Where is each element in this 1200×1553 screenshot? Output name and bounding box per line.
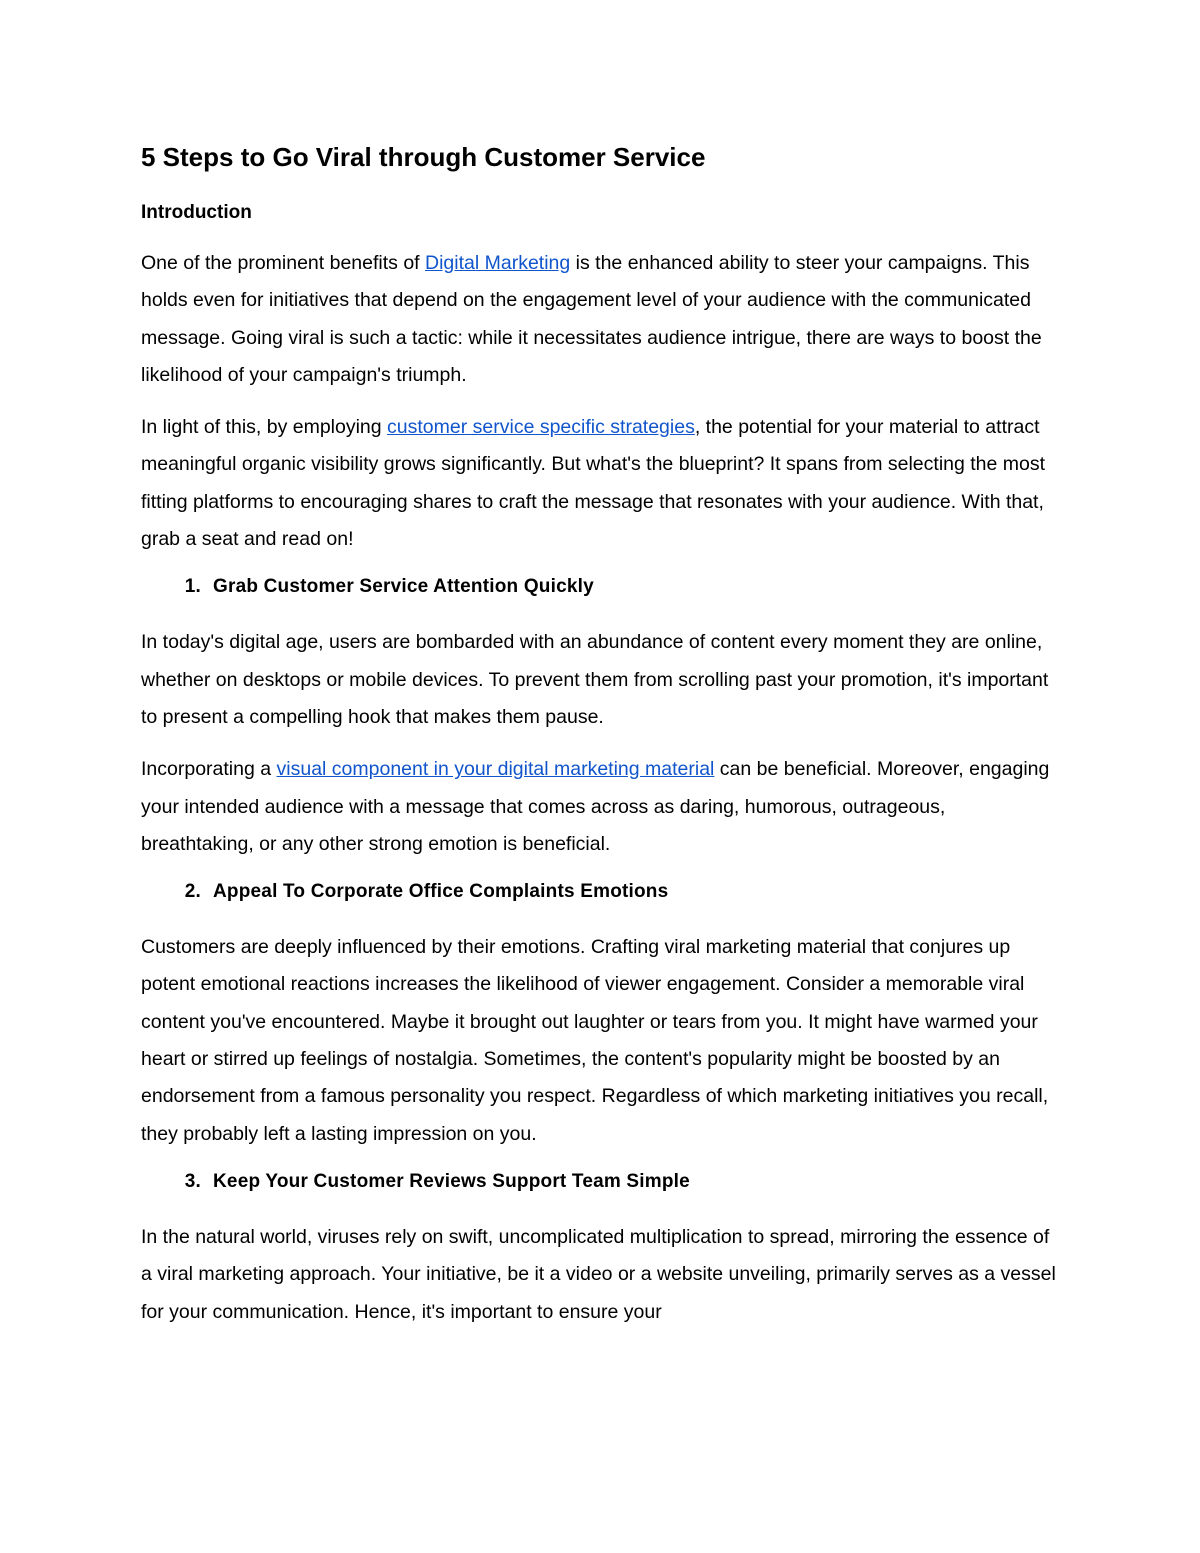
customer-service-strategies-link[interactable]: customer service specific strategies: [387, 416, 695, 439]
visual-component-link[interactable]: visual component in your digital marketing material: [276, 758, 715, 781]
section-heading-1: [141, 573, 1061, 601]
section-3-paragraph-1: In the natural world, viruses rely on swift, uncomplicated multiplication to spread, mirroring the essence of a viral marketing approach. Your initiative, be it a video or a website unveiling, primarily serves as a vessel for your communication. Hence, it's important to ensure your: [141, 1225, 1056, 1323]
section-heading-3: [141, 1168, 1061, 1196]
intro-paragraph-2: In light of this, by employing customer service specific strategies, the potential for your material to attract meaningful organic visibility grows significantly. But what's the blueprint? It spans from selecting the most fitting platforms to encouraging shares to craft the message that resonates with your audience. With that, grab a seat and read on!: [141, 416, 1046, 551]
section-1-paragraph-2: Incorporating a visual component in your digital marketing material can be beneficial. Moreover, engaging your intended audience with a message that comes across as daring, humorous, outrageous, breathtaking, or any other strong emotion is beneficial.: [141, 758, 1050, 855]
section-number: 1.: [184, 576, 201, 598]
section-2-paragraph-1: Customers are deeply influenced by their emotions. Crafting viral marketing material that conjures up potent emotional reactions increases the likelihood of viewer engagement. Consider a memorable viral content you've encountered. Maybe it brought out laughter or tears from you. It might have warmed your heart or stirred up feelings of nostalgia. Sometimes, the content's popularity might be boosted by an endorsement from a famous personality you respect. Regardless of which marketing initiatives you recall, they probably left a lasting impression on you.: [141, 936, 1049, 1145]
section-title: Keep Your Customer Reviews Support Team Simple: [213, 1170, 690, 1192]
section-number: 3.: [184, 1170, 201, 1192]
section-heading-2: [141, 878, 1061, 906]
intro-paragraph-1: One of the prominent benefits of Digital Marketing is the enhanced ability to steer your campaigns. This holds even for initiatives that depend on the engagement level of your audience with the communicated message. Going viral is such a tactic: while it necessitates audience intrigue, there are ways to boost the likelihood of your campaign's triumph.: [141, 252, 1042, 386]
section-1-paragraph-1: In today's digital age, users are bombarded with an abundance of content every moment they are online, whether on desktops or mobile devices. To prevent them from scrolling past your promotion, it's important to present a compelling hook that makes them pause.: [141, 631, 1049, 728]
section-title: Appeal To Corporate Office Complaints Emotions: [213, 881, 669, 903]
document-page: [141, 135, 1061, 1346]
section-title: Grab Customer Service Attention Quickly: [213, 576, 594, 598]
digital-marketing-link[interactable]: Digital Marketing: [425, 252, 571, 274]
intro-heading: Introduction: [141, 202, 252, 223]
document-title: 5 Steps to Go Viral through Customer Service: [141, 142, 706, 172]
section-number: 2.: [184, 881, 201, 903]
